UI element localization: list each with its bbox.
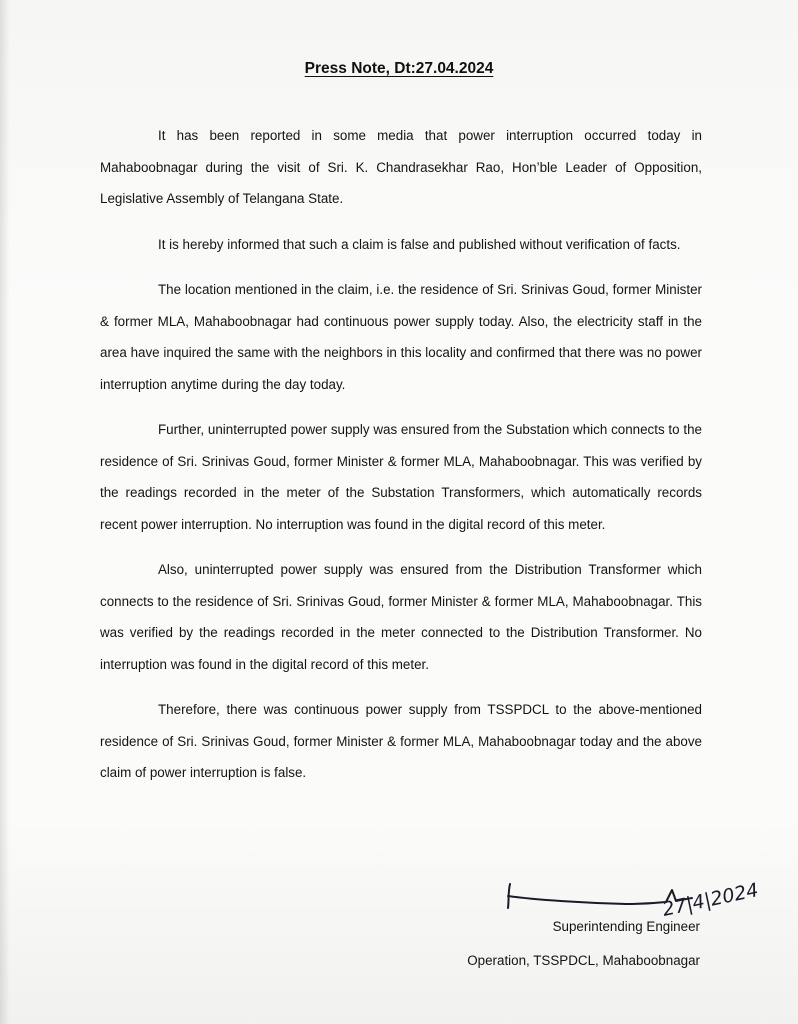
paragraph-conclusion: Therefore, there was continuous power supply from TSSPDCL to the above-mentioned residence of Sri. Srinivas Goud, former Minister & former MLA, Mahaboobnagar today and the above claim of power interruption is false. — [100, 702, 702, 780]
paragraph-distribution-transformer: Also, uninterrupted power supply was ensured from the Distribution Transformer which connects to the residence of Sri. Srinivas Goud, former Minister & former MLA, Mahaboobnagar. This was verified by the readings recorded in the meter connected to the Distribution Transformer. No interruption was found in the digital record of this meter. — [100, 562, 702, 672]
paragraph-claim-false: It is hereby informed that such a claim is false and published without verification of facts. — [158, 236, 681, 252]
press-note-body — [100, 120, 702, 803]
paragraph-media-report: It has been reported in some media that power interruption occurred today in Mahaboobnagar during the visit of Sri. K. Chandrasekhar Rao, Hon’ble Leader of Opposition, Legislative Assembly of Telangana State. — [100, 128, 702, 206]
handwritten-date: 27|4|2024 — [660, 879, 761, 921]
signatory-designation: Superintending Engineer — [552, 919, 700, 934]
page-title — [0, 60, 798, 78]
signatory-office: Operation, TSSPDCL, Mahaboobnagar — [467, 953, 700, 968]
page-edge-shadow — [0, 0, 10, 1024]
paragraph-substation: Further, uninterrupted power supply was ensured from the Substation which connects to the residence of Sri. Srinivas Goud, former Minister & former MLA, Mahaboobnagar. This was verified by the readings recorded in the meter of the Substation Transformers, which automatically records recent power interruption. No interruption was found in the digital record of this meter. — [100, 422, 702, 532]
paragraph-residence-supply: The location mentioned in the claim, i.e. the residence of Sri. Srinivas Goud, former Minister & former MLA, Mahaboobnagar had continuous power supply today. Also, the electricity staff in the area have inquired the same with the neighbors in this locality and confirmed that there was no power interruption anytime during the day today. — [100, 282, 702, 392]
press-note-title: Press Note, Dt:27.04.2024 — [304, 60, 494, 77]
